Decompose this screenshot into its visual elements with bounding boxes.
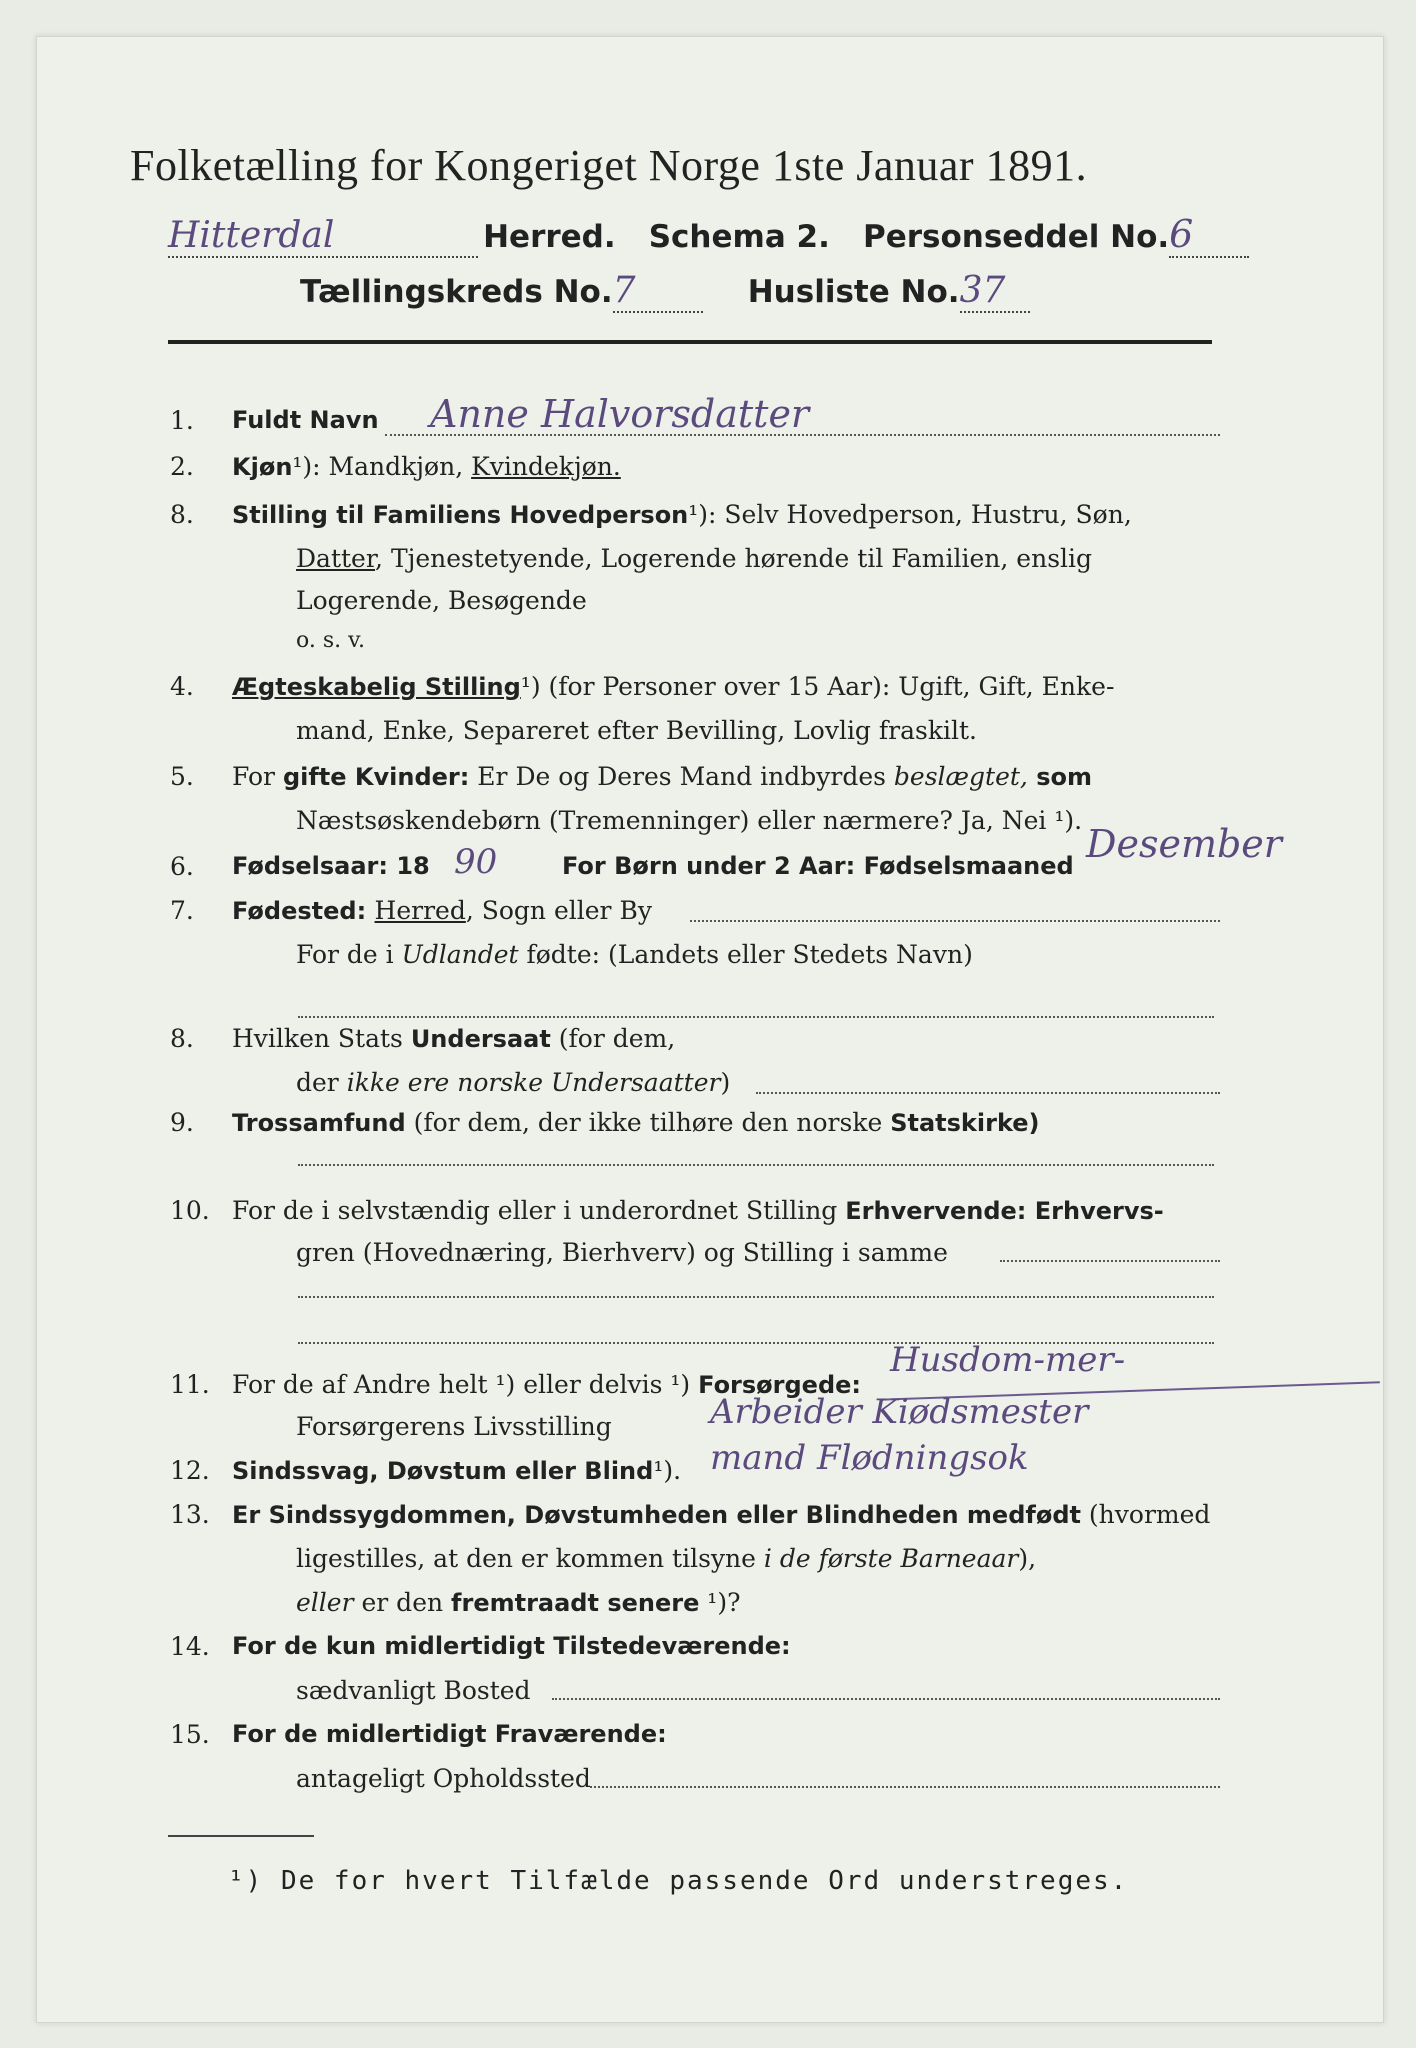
question-number: 14.	[170, 1632, 210, 1661]
handwritten-status: Husdom-mer-	[890, 1340, 1126, 1380]
birth-month-label: For Børn under 2 Aar: Fødselsmaaned	[562, 852, 1074, 880]
text-part: der	[296, 1068, 347, 1097]
answer-line	[552, 1698, 1220, 1700]
question-label: Erhvervende: Erhvervs-	[845, 1197, 1164, 1225]
text-part: ikke ere norske Undersaatter	[346, 1068, 721, 1097]
text-part: eller	[296, 1588, 354, 1617]
question-number: 4.	[170, 672, 194, 701]
form-title: Folketælling for Kongeriget Norge 1ste Januar 1891.	[130, 141, 1088, 190]
question-number: 15.	[170, 1720, 210, 1749]
question-label: Fuldt Navn	[232, 406, 379, 434]
question-text	[232, 452, 621, 481]
question-label: Sindssvag, Døvstum eller Blind	[232, 1457, 654, 1485]
text-part: beslægtet,	[893, 762, 1028, 791]
question-options: mand, Enke, Separeret efter Bevilling, Lovlig fraskilt.	[296, 716, 977, 745]
question-options: ¹): Mandkjøn,	[292, 452, 472, 481]
question-label: Fødested:	[232, 897, 375, 925]
header-row-2	[300, 270, 1030, 313]
question-text	[232, 1196, 1164, 1225]
text-part: (for dem,	[550, 1024, 676, 1053]
footnote: ¹) De for hvert Tilfælde passende Ord understreges.	[228, 1866, 1129, 1896]
question-text	[296, 544, 1092, 573]
question-options: antageligt Opholdssted	[296, 1764, 591, 1793]
text-part: ¹).	[653, 1456, 682, 1485]
question-number: 1.	[170, 406, 194, 435]
header-row-1	[168, 212, 1249, 258]
question-text	[232, 500, 1132, 529]
question-label: Stilling til Familiens Hovedperson	[232, 501, 689, 529]
husliste-value: 37	[960, 270, 1030, 313]
husliste-label: Husliste No.	[747, 274, 960, 310]
question-label: For de midlertidigt Fraværende:	[232, 1720, 667, 1748]
text-part: Er De og Deres Mand indbyrdes	[469, 762, 894, 791]
answer-line	[298, 1016, 1214, 1018]
text-part: er den	[353, 1588, 452, 1617]
question-number: 5.	[170, 762, 194, 791]
text-part: Statskirke)	[890, 1109, 1040, 1137]
question-text	[296, 940, 973, 969]
text-part: ligestilles, at den er kommen tilsyne	[296, 1544, 764, 1573]
question-label: Er Sindssygdommen, Døvstumheden eller Blindheden	[232, 1501, 967, 1529]
question-label: Ægteskabelig Stilling	[232, 673, 521, 701]
text-part: som	[1027, 763, 1093, 791]
handwritten-continuation: mand Flødningsok	[710, 1438, 1029, 1478]
question-number: 7.	[170, 896, 194, 925]
answer-line	[590, 1786, 1220, 1788]
text-part: For de i	[296, 940, 402, 969]
text-part: ¹)?	[699, 1588, 741, 1617]
herred-label: Herred.	[483, 219, 616, 255]
kreds-label: Tællingskreds No.	[300, 274, 613, 310]
birth-month-value: Desember	[1086, 822, 1282, 866]
question-label: Undersaat	[410, 1025, 551, 1053]
question-label: Trossamfund	[232, 1109, 406, 1137]
text-part: medfødt	[966, 1501, 1081, 1529]
text-part: fødte: (Landets eller Stedets Navn)	[518, 940, 973, 969]
personseddel-label: Personseddel No.	[862, 219, 1170, 255]
question-options: Næstsøskendebørn (Tremenninger) eller nærmere? Ja, Nei ¹).	[296, 806, 1083, 835]
question-label: Fødselsaar: 18	[232, 852, 430, 880]
question-label: Forsørgede:	[698, 1371, 862, 1399]
selected-option: Herred	[374, 896, 466, 925]
answer-line	[690, 920, 1220, 922]
question-text	[296, 1544, 1036, 1573]
question-options: , Sogn eller By	[465, 896, 652, 925]
name-value: Anne Halvorsdatter	[430, 392, 810, 436]
text-part: )	[720, 1068, 731, 1097]
schema-label: Schema 2.	[648, 219, 830, 255]
question-text	[296, 1588, 741, 1617]
question-number: 2.	[170, 452, 194, 481]
text-part: For de af Andre helt ¹) eller delvis ¹)	[232, 1370, 699, 1399]
question-options: ¹): Selv Hovedperson, Hustru, Søn,	[688, 500, 1132, 529]
question-label: Kjøn	[232, 453, 293, 481]
question-text	[232, 672, 1114, 701]
question-text	[232, 1500, 1210, 1529]
question-number: 9.	[170, 1108, 194, 1137]
question-text	[232, 762, 1092, 791]
selected-option: Datter	[296, 544, 376, 573]
selected-option: Kvindekjøn.	[471, 452, 621, 481]
text-part: (hvormed	[1080, 1500, 1211, 1529]
text-part: Udlandet	[401, 940, 519, 969]
herred-value: Hitterdal	[168, 215, 478, 258]
question-number: 6.	[170, 852, 194, 881]
text-part: fremtraadt senere	[451, 1589, 700, 1617]
text-part: For	[232, 762, 283, 791]
question-options: Logerende, Besøgende	[296, 586, 587, 615]
kreds-value: 7	[613, 270, 703, 313]
header-divider	[168, 340, 1212, 344]
question-number: 10.	[170, 1196, 210, 1225]
personseddel-value: 6	[1169, 212, 1249, 258]
question-text	[232, 1024, 675, 1053]
question-text	[232, 1108, 1040, 1137]
question-number: 12.	[170, 1456, 210, 1485]
question-options: sædvanligt Bosted	[296, 1676, 531, 1705]
question-options: ¹) (for Personer over 15 Aar): Ugift, Gift, Enke-	[520, 672, 1115, 701]
answer-line	[1000, 1260, 1220, 1262]
question-text	[232, 896, 652, 925]
birth-year-value: 90	[454, 842, 498, 882]
answer-line	[385, 434, 1220, 436]
text-part: For de i selvstændig eller i underordnet Stilling	[232, 1196, 846, 1225]
answer-line	[298, 1164, 1214, 1166]
text-part: i de første Barneaar	[763, 1544, 1019, 1573]
question-label: For de kun midlertidigt Tilstedeværende:	[232, 1632, 791, 1660]
answer-line	[756, 1092, 1220, 1094]
question-text	[232, 1456, 681, 1485]
question-options: o. s. v.	[296, 628, 365, 653]
footnote-divider	[168, 1835, 314, 1837]
text-part: Hvilken Stats	[232, 1024, 411, 1053]
question-number: 8.	[170, 1024, 194, 1053]
text-part: (for dem, der ikke tilhøre den norske	[405, 1108, 891, 1137]
question-label: gifte Kvinder:	[282, 763, 470, 791]
question-number: 8.	[170, 500, 194, 529]
question-number: 13.	[170, 1500, 210, 1529]
question-number: 11.	[170, 1370, 210, 1399]
question-text	[296, 1068, 730, 1097]
provider-occupation-value: Arbeider Kiødsmester	[710, 1392, 1089, 1432]
text-part: ),	[1018, 1544, 1037, 1573]
question-options: Forsørgerens Livsstilling	[296, 1412, 612, 1441]
question-options: gren (Hovednæring, Bierhverv) og Stilling i samme	[296, 1238, 948, 1267]
answer-line	[298, 1296, 1214, 1298]
question-options: , Tjenestetyende, Logerende hørende til Familien, enslig	[375, 544, 1093, 573]
